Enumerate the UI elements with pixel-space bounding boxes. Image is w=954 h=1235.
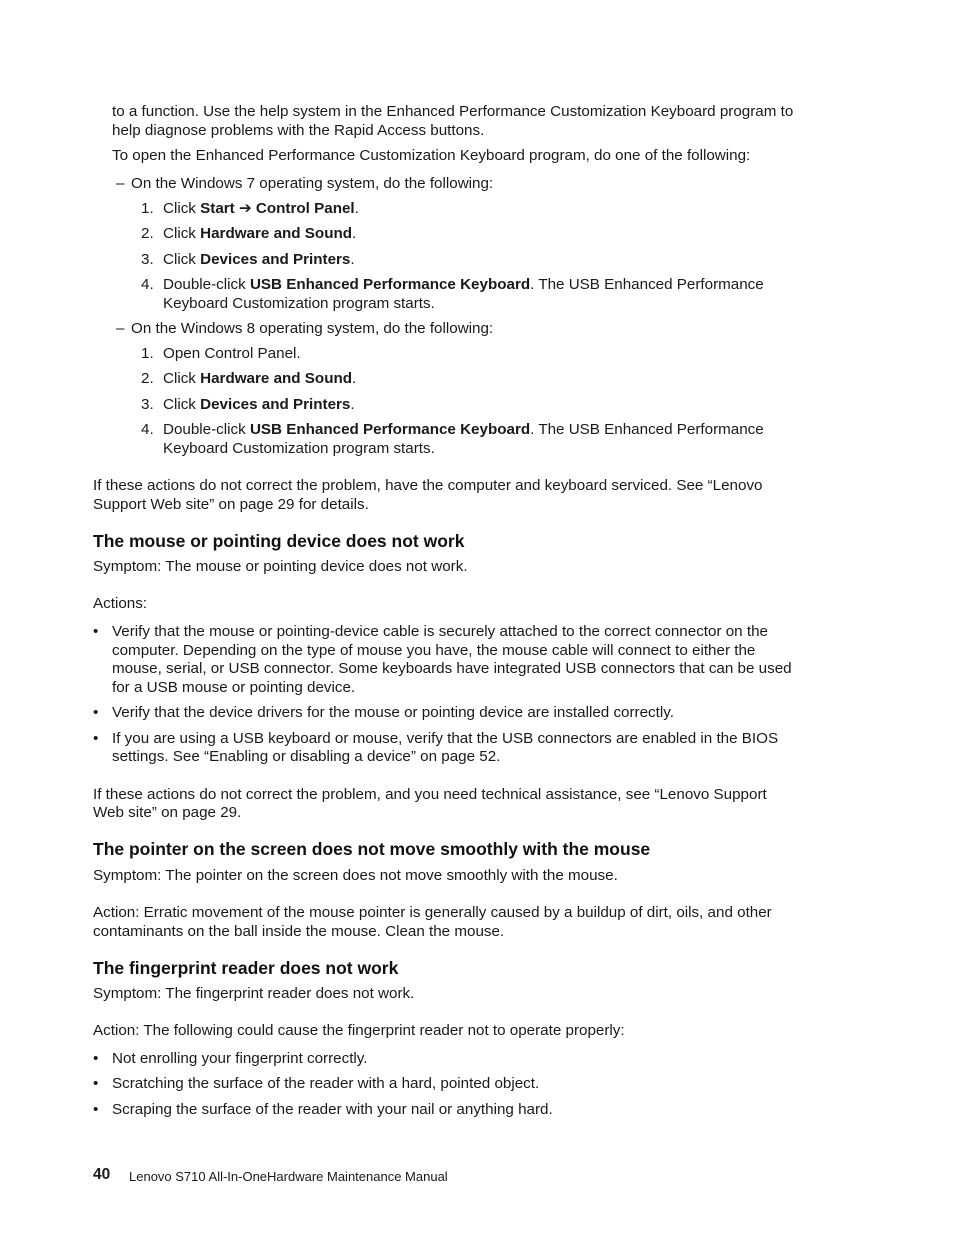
bullet-text-line: for a USB mouse or pointing device.	[112, 679, 356, 696]
win8-step-3: Click Devices and Printers.	[163, 396, 355, 413]
win7-step-3: Click Devices and Printers.	[163, 251, 355, 268]
win7-step-4: Double-click USB Enhanced Performance Keyboard. The USB Enhanced Performance	[163, 276, 764, 293]
bullet-text-line: Verify that the mouse or pointing-device cable is securely attached to the correct connector on the	[112, 623, 768, 640]
step-number: 3.	[141, 396, 154, 413]
section-heading-pointer: The pointer on the screen does not move smoothly with the mouse	[93, 839, 651, 859]
dash-marker: –	[116, 175, 125, 192]
dash-marker: –	[116, 320, 125, 337]
closing-text-line: Support Web site” on page 29 for details.	[93, 496, 369, 513]
step-number: 4.	[141, 421, 154, 438]
bullet-text: Verify that the device drivers for the mouse or pointing device are installed correctly.	[112, 704, 674, 721]
step-number: 2.	[141, 225, 154, 242]
action-text-line: Action: Erratic movement of the mouse pointer is generally caused by a buildup of dirt, oils, and other	[93, 904, 772, 921]
page-number: 40	[93, 1166, 111, 1183]
bullet-marker: •	[93, 1050, 99, 1067]
closing-text-line: If these actions do not correct the problem, and you need technical assistance, see “Lenovo Support	[93, 786, 767, 803]
step-number: 1.	[141, 200, 154, 217]
closing-text-line: If these actions do not correct the problem, have the computer and keyboard serviced. See “Lenovo	[93, 477, 763, 494]
bullet-text-line: If you are using a USB keyboard or mouse, verify that the USB connectors are enabled in the BIOS	[112, 730, 779, 747]
win8-step-2: Click Hardware and Sound.	[163, 370, 357, 387]
step-number: 2.	[141, 370, 154, 387]
action-text-line: contaminants on the ball inside the mouse. Clean the mouse.	[93, 923, 505, 940]
intro-text-line: help diagnose problems with the Rapid Access buttons.	[112, 122, 485, 139]
symptom-text: Symptom: The pointer on the screen does not move smoothly with the mouse.	[93, 867, 618, 884]
bullet-text-line: mouse, serial, or USB connector. Some keyboards have integrated USB connectors that can be used	[112, 660, 792, 677]
win8-step-4-cont: Keyboard Customization program starts.	[163, 440, 435, 457]
win7-step-4-cont: Keyboard Customization program starts.	[163, 295, 435, 312]
bullet-marker: •	[93, 730, 99, 747]
bullet-text-line: settings. See “Enabling or disabling a device” on page 52.	[112, 748, 501, 765]
section-heading-fingerprint: The fingerprint reader does not work	[93, 958, 399, 978]
bullet-marker: •	[93, 1101, 99, 1118]
bullet-marker: •	[93, 1075, 99, 1092]
actions-label: Actions:	[93, 595, 148, 612]
symptom-text: Symptom: The mouse or pointing device does not work.	[93, 558, 468, 575]
bullet-marker: •	[93, 623, 99, 640]
closing-text-line: Web site” on page 29.	[93, 804, 242, 821]
bullet-text: Not enrolling your fingerprint correctly.	[112, 1050, 368, 1067]
step-number: 1.	[141, 345, 154, 362]
step-number: 3.	[141, 251, 154, 268]
section-heading-mouse: The mouse or pointing device does not work	[93, 531, 465, 551]
win8-step-1: Open Control Panel.	[163, 345, 301, 362]
intro-text: To open the Enhanced Performance Customization Keyboard program, do one of the following:	[112, 147, 751, 164]
bullet-text-line: computer. Depending on the type of mouse you have, the mouse cable will connect to either the	[112, 642, 756, 659]
footer-title: Lenovo S710 All-In-OneHardware Maintenance Manual	[129, 1169, 448, 1184]
action-text: Action: The following could cause the fingerprint reader not to operate properly:	[93, 1022, 625, 1039]
symptom-text: Symptom: The fingerprint reader does not work.	[93, 985, 415, 1002]
win7-step-2: Click Hardware and Sound.	[163, 225, 357, 242]
intro-text-line: to a function. Use the help system in the Enhanced Performance Customization Keyboard program to	[112, 103, 794, 120]
bullet-text: Scratching the surface of the reader with a hard, pointed object.	[112, 1075, 540, 1092]
win7-step-1: Click Start ➔ Control Panel.	[163, 200, 359, 217]
bullet-text: Scraping the surface of the reader with your nail or anything hard.	[112, 1101, 553, 1118]
step-number: 4.	[141, 276, 154, 293]
win8-step-4: Double-click USB Enhanced Performance Keyboard. The USB Enhanced Performance	[163, 421, 764, 438]
bullet-marker: •	[93, 704, 99, 721]
win8-heading: On the Windows 8 operating system, do the following:	[131, 320, 494, 337]
win7-heading: On the Windows 7 operating system, do the following:	[131, 175, 494, 192]
